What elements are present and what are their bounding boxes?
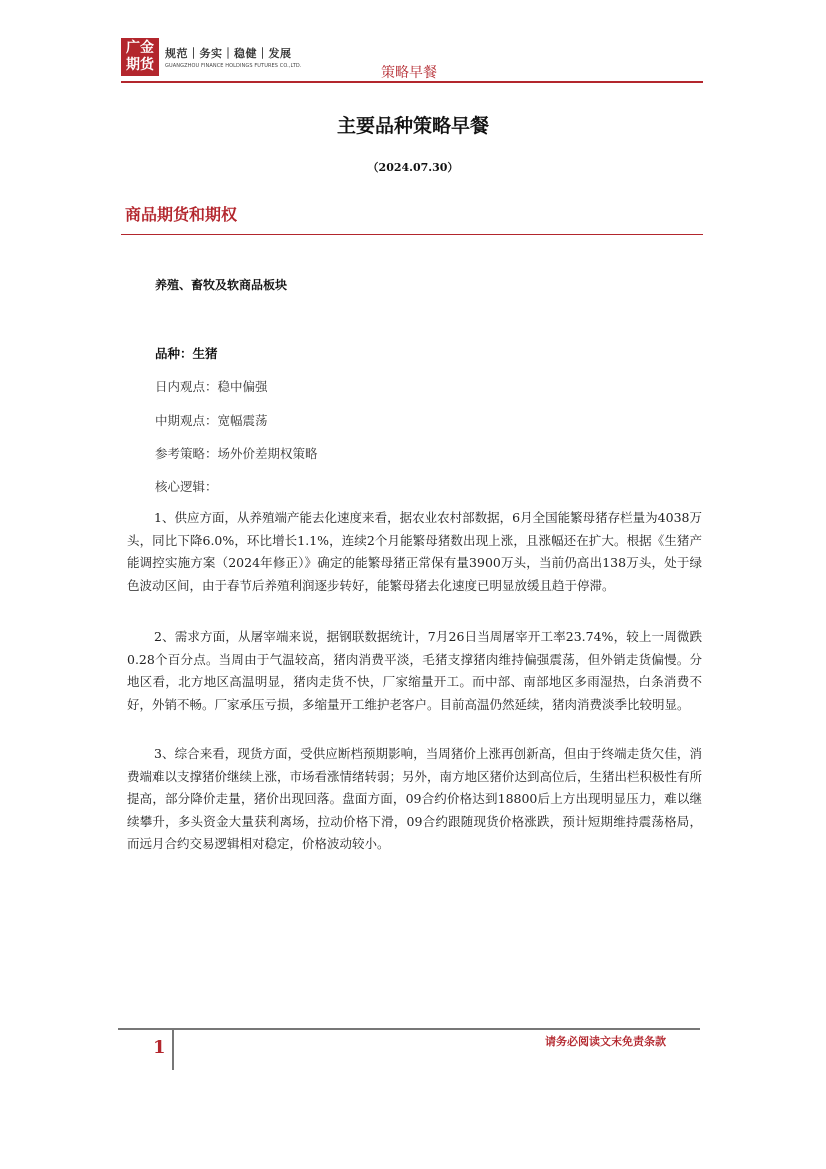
company-english-name: GUANGZHOU FINANCE HOLDINGS FUTURES CO.,LTD. (165, 63, 302, 69)
block-title: 养殖、畜牧及软商品板块 (155, 278, 288, 292)
paragraph-demand: 2、需求方面，从屠宰端来说，据钢联数据统计，7月26日当周屠宰开工率23.74%，较上一周微跌0.28个百分点。当周由于气温较高，猪肉消费平淡，毛猪支撑猪肉维持偏强震荡，但外销走货偏慢。分地区看，北方地区高温明显，猪肉走货不快，厂家缩量开工。而中部、南部地区多雨湿热，白条消费不好，外销不畅。厂家承压亏损，多缩量开工维护老客户。目前高温仍然延续，猪肉消费淡季比较明显。 (127, 629, 702, 712)
logo-text: 广金期货 (126, 40, 154, 73)
page-title: 主要品种策略早餐 (336, 115, 489, 137)
footer-vertical-divider (172, 1030, 174, 1070)
section-title: 商品期货和期权 (125, 205, 238, 224)
company-logo (121, 38, 159, 76)
variety-heading: 品种：生猪 (155, 346, 218, 361)
paragraph-summary: 3、综合来看，现货方面，受供应断档预期影响，当周猪价上涨再创新高，但由于终端走货欠佳，消费端难以支撑猪价继续上涨，市场看涨情绪转弱；另外，南方地区猪价达到高位后，生猪出栏积极性有所提高，部分降价走量，猪价出现回落。盘面方面，09合约价格达到18800后上方出现明显压力，难以继续攀升，多头资金大量获利离场，拉动价格下滑，09合约跟随现货价格涨跌，预计短期维持震荡格局，而远月合约交易逻辑相对稳定，价格波动较小。 (127, 746, 703, 851)
report-date: （2024.07.30） (367, 161, 459, 174)
midterm-view: 中期观点：宽幅震荡 (155, 413, 268, 428)
intraday-view: 日内观点：稳中偏强 (155, 379, 268, 394)
page-number: 1 (153, 1037, 166, 1058)
company-slogan: 规范｜务实｜稳健｜发展 (165, 47, 292, 60)
paragraph-supply: 1、供应方面，从养殖端产能去化速度来看，据农业农村部数据，6月全国能繁母猪存栏量为4038万头，同比下降6.0%，环比增长1.1%，连续2个月能繁母猪数出现上涨，且涨幅还在扩大。根据《生猪产能调控实施方案（2024年修正）》确定的能繁母猪正常保有量3900万头，当前仍高出138万头，处于绿色波动区间，由于春节后养殖利润逐步转好，能繁母猪去化速度已明显放缓且趋于停滞。 (127, 510, 702, 593)
disclaimer-note: 请务必阅读文末免责条款 (545, 1035, 666, 1048)
header-divider (121, 81, 703, 83)
report-tag: 策略早餐 (381, 65, 437, 81)
reference-strategy: 参考策略：场外价差期权策略 (155, 446, 318, 461)
footer-divider (118, 1028, 700, 1030)
core-logic-label: 核心逻辑： (155, 479, 218, 494)
section-divider (121, 234, 703, 235)
